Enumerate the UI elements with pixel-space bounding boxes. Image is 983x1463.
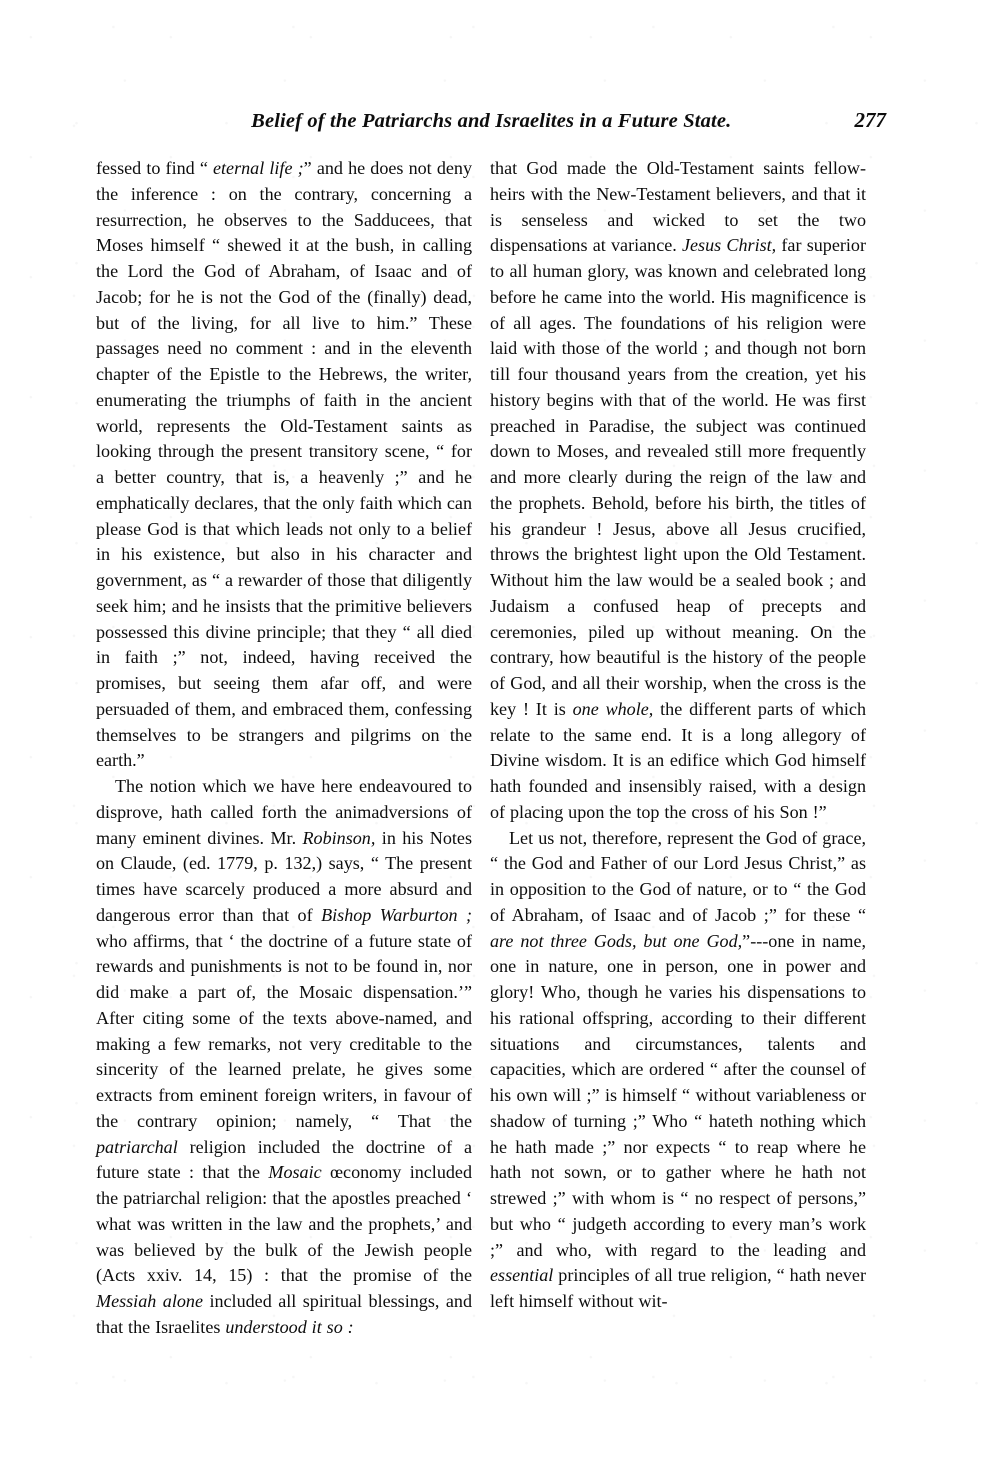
text-run: ” and he does not deny the inference : on the contrary, concerning a resurrection, he observes to the Sadducees, that Moses himself “ shewed it at the bush, in calling the Lord the God of Abraham, of Isaac and of Jacob; for he is not the God of the (finally) dead, but of the living, for all live to him.” These passages need no comment : and in the eleventh chapter of the Epistle to the Hebrews, the writer, enumerating the triumphs of faith in the ancient world, represents the Old-Testament saints as looking through the present transitory scene, “ for a better country, that is, a heavenly ;” and he emphatically declares, that the only faith which can please God is that which leads not only to a belief in his existence, but also in his character and government, as “ a rewarder of those that diligently seek him; and he insists that the primitive believers possessed this divine principle; that they “ all died in faith ;” not, indeed, having received the promises, but seeing them afar off, and were persuaded of them, and embraced them, confessing themselves to be strangers and pilgrims on the earth.” [96, 158, 472, 771]
italic-run: Messiah alone [96, 1291, 203, 1311]
text-run: in his Notes on Claude, (ed. 1779, p. 132,) says, “ The present times have scarcely produced a more absurd and dangerous error than that of [96, 827, 472, 925]
running-head [96, 108, 886, 142]
text-column-left [96, 156, 472, 1396]
page-number: 277 [854, 108, 886, 132]
paragraph [96, 156, 472, 774]
italic-run: patriarchal [96, 1136, 178, 1157]
text-column-right [490, 156, 866, 1396]
text-run: principles of all true religion, “ hath never left himself without wit- [490, 1265, 866, 1311]
body-columns [96, 156, 886, 1396]
paragraph [96, 774, 472, 1341]
italic-run: essential [490, 1265, 554, 1286]
italic-run: Mosaic [268, 1162, 322, 1183]
italic-run: Robinson, [302, 827, 376, 848]
text-run: the different parts of which relate to the same end. It is a long allegory of Divine wisdom. It is an edifice which God himself hath founded and insensibly raised, with a design of placing upon the top the cross of his Son !” [490, 698, 866, 822]
text-run: œconomy included the patriarchal religion: that the apostles preached ‘ what was written in the law and the prophets,’ and was believed by the bulk of the Jewish people (Acts xxiv. 14, 15) : that the promise of the [96, 1162, 472, 1286]
paragraph [490, 826, 866, 1315]
text-run: included all spiritual blessings, and that the Israelites [96, 1291, 472, 1337]
italic-run: are not three Gods, but one God, [490, 930, 743, 951]
text-run: who affirms, that ‘ the doctrine of a future state of rewards and punishments is not to be found in, nor did make a part of, the Mosaic dispensation.’” After citing some of the texts above-named, and making a few remarks, not very creditable to the sincerity of the learned prelate, he gives some extracts from eminent foreign writers, in favour of the contrary opinion; namely, “ That the [96, 930, 472, 1131]
italic-run: Jesus Christ, [682, 235, 777, 256]
italic-run: Bishop Warburton ; [321, 904, 472, 925]
text-run: The notion which we have here endeavoured to disprove, hath called forth the animadversions of many eminent divines. Mr. [96, 776, 472, 848]
text-run: religion included the doctrine of a future state : that the [96, 1136, 472, 1183]
italic-run: eternal life ; [213, 158, 304, 178]
text-run: fessed to find “ [96, 158, 213, 178]
text-run: that God made the Old-Testament saints fellow-heirs with the New-Testament believers, and that it is senseless and wicked to set the two dispensations at variance. [490, 158, 866, 256]
italic-run: understood it so : [225, 1316, 354, 1337]
italic-run: one whole, [572, 698, 654, 719]
paragraph [490, 156, 866, 826]
text-run: ”---one in name, one in nature, one in person, one in power and glory! Who, though he varies his dispensations to his rational offspring, according to their different situations and circumstances, talents and capacities, which are ordered “ after the counsel of his own will ;” is himself “ without variableness or shadow of turning ;” Who “ hateth nothing which he hath made ;” nor expects “ to reap where he hath not sown, or to gather where he hath not strewed ;” with whom is “ no respect of persons,” but who “ judgeth according to every man’s work ;” and who, with regard to the leading and [490, 930, 866, 1260]
running-head-title: Belief of the Patriarchs and Israelites in a Future State. [251, 110, 732, 132]
text-run: Let us not, therefore, represent the God of grace, “ the God and Father of our Lord Jesus Christ,” as in opposition to the God of nature, or to “ the God of Abraham, of Isaac and of Jacob ;” for these “ [490, 827, 866, 925]
text-run: far superior to all human glory, was known and celebrated long before he came into the world. His magnificence is of all ages. The foundations of his religion were laid with those of the world ; and though not born till four thousand years from the creation, yet his history begins with that of the world. He was first preached in Paradise, the subject was continued down to Moses, and revealed still more frequently and more clearly during the reign of the law and the prophets. Behold, before his birth, the titles of his grandeur ! Jesus, above all Jesus crucified, throws the brightest light upon the Old Testament. Without him the law would be a sealed book ; and Judaism a confused heap of precepts and ceremonies, piled up without meaning. On the contrary, how beautiful is the history of the people of God, and all their worship, when the cross is the key ! It is [490, 235, 866, 719]
